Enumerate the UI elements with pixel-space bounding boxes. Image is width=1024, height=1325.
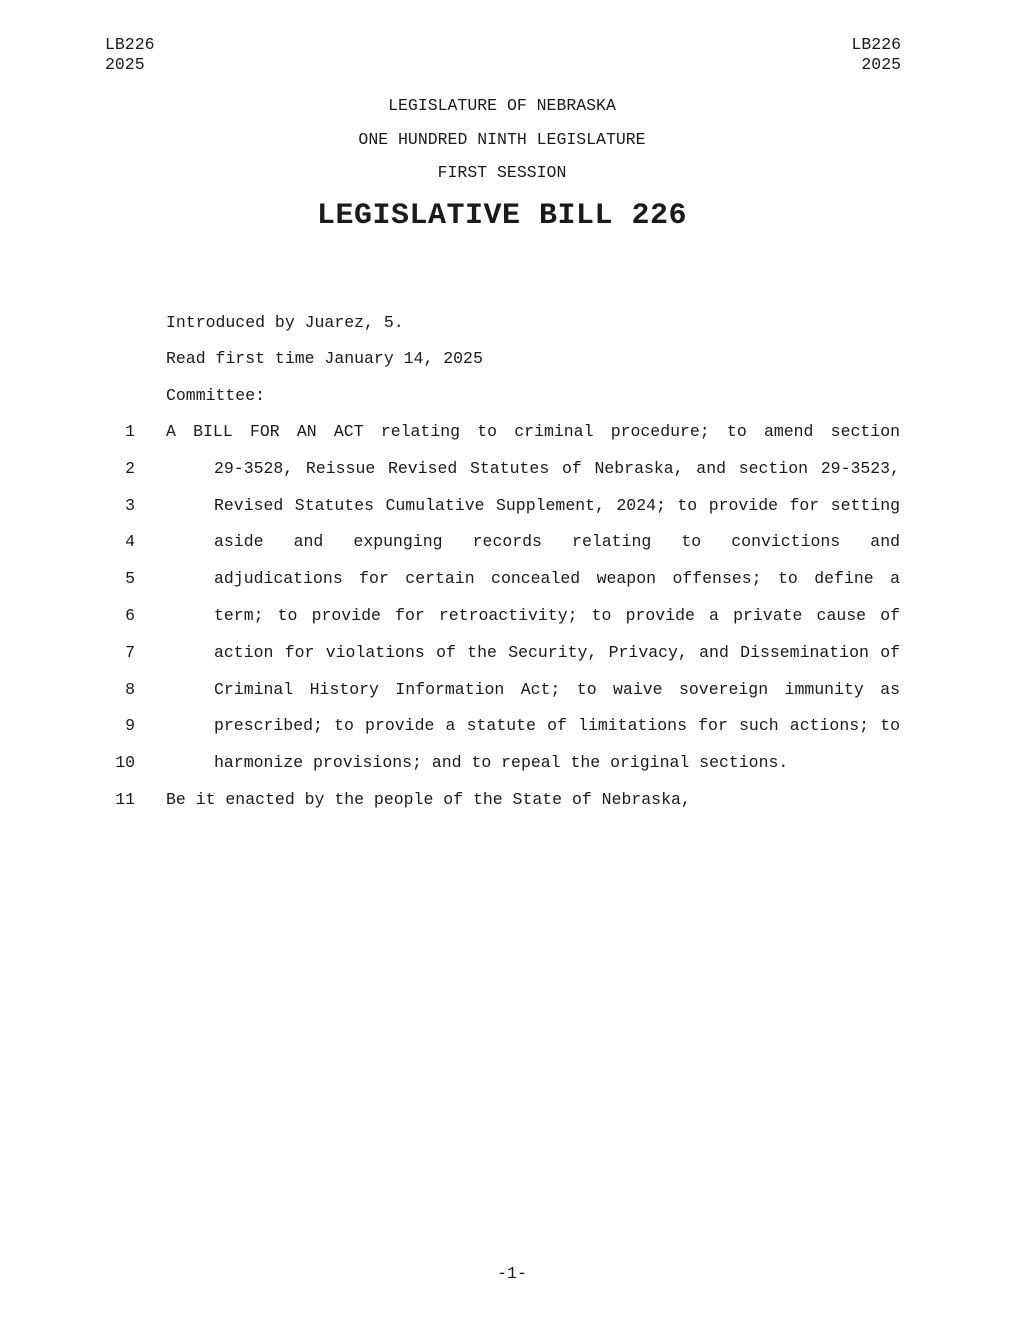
line-number: 5 xyxy=(125,569,135,589)
header-right-bill: LB226 xyxy=(851,35,901,54)
line-text: Criminal History Information Act; to waive sovereign immunity as xyxy=(214,679,900,699)
line-number: 1 xyxy=(125,422,135,441)
line-text: Revised Statutes Cumulative Supplement, 2024; to provide for setting xyxy=(214,495,900,515)
line-text: A BILL FOR AN ACT relating to criminal procedure; to amend section xyxy=(166,422,900,441)
legislature-name: LEGISLATURE OF NEBRASKA xyxy=(388,96,616,115)
bill-line xyxy=(0,753,1024,790)
bill-line xyxy=(0,680,1024,717)
line-number: 2 xyxy=(125,458,135,478)
line-number: 11 xyxy=(115,789,135,809)
read-first-time: Read first time January 14, 2025 xyxy=(166,349,483,368)
line-number: 4 xyxy=(125,532,135,552)
page-number: -1- xyxy=(497,1264,527,1283)
line-number: 6 xyxy=(125,605,135,625)
bill-line xyxy=(0,496,1024,533)
header-right xyxy=(851,35,901,75)
line-number: 8 xyxy=(125,679,135,699)
header-left xyxy=(105,35,155,75)
bill-line xyxy=(0,569,1024,606)
line-number: 10 xyxy=(115,753,135,773)
line-text: adjudications for certain concealed weapon offenses; to define a xyxy=(214,569,900,589)
session-label: FIRST SESSION xyxy=(437,163,567,182)
line-text: action for violations of the Security, Privacy, and Dissemination of xyxy=(214,642,900,662)
line-text: 29-3528, Reissue Revised Statutes of Nebraska, and section 29-3523, xyxy=(214,458,900,478)
bill-line xyxy=(0,716,1024,753)
line-number: 7 xyxy=(125,642,135,662)
bill-title: LEGISLATIVE BILL 226 xyxy=(316,199,688,233)
line-number: 9 xyxy=(125,716,135,736)
line-text: aside and expunging records relating to convictions and xyxy=(214,532,900,552)
bill-text xyxy=(0,422,1024,827)
committee-label: Committee: xyxy=(166,386,266,405)
line-number: 3 xyxy=(125,495,135,515)
bill-line xyxy=(0,422,1024,459)
header-right-year: 2025 xyxy=(861,55,901,74)
bill-line xyxy=(0,790,1024,827)
header-left-year: 2025 xyxy=(105,55,145,74)
line-text: prescribed; to provide a statute of limitations for such actions; to xyxy=(214,716,900,736)
line-text: term; to provide for retroactivity; to provide a private cause of xyxy=(214,605,900,625)
bill-line xyxy=(0,459,1024,496)
line-text: harmonize provisions; and to repeal the original sections. xyxy=(214,753,789,773)
bill-line xyxy=(0,532,1024,569)
bill-line xyxy=(0,606,1024,643)
bill-line xyxy=(0,643,1024,680)
introduced-by: Introduced by Juarez, 5. xyxy=(166,313,404,332)
legislature-number: ONE HUNDRED NINTH LEGISLATURE xyxy=(358,130,646,149)
line-text: Be it enacted by the people of the State of Nebraska, xyxy=(166,789,691,809)
header-left-bill: LB226 xyxy=(105,35,155,54)
